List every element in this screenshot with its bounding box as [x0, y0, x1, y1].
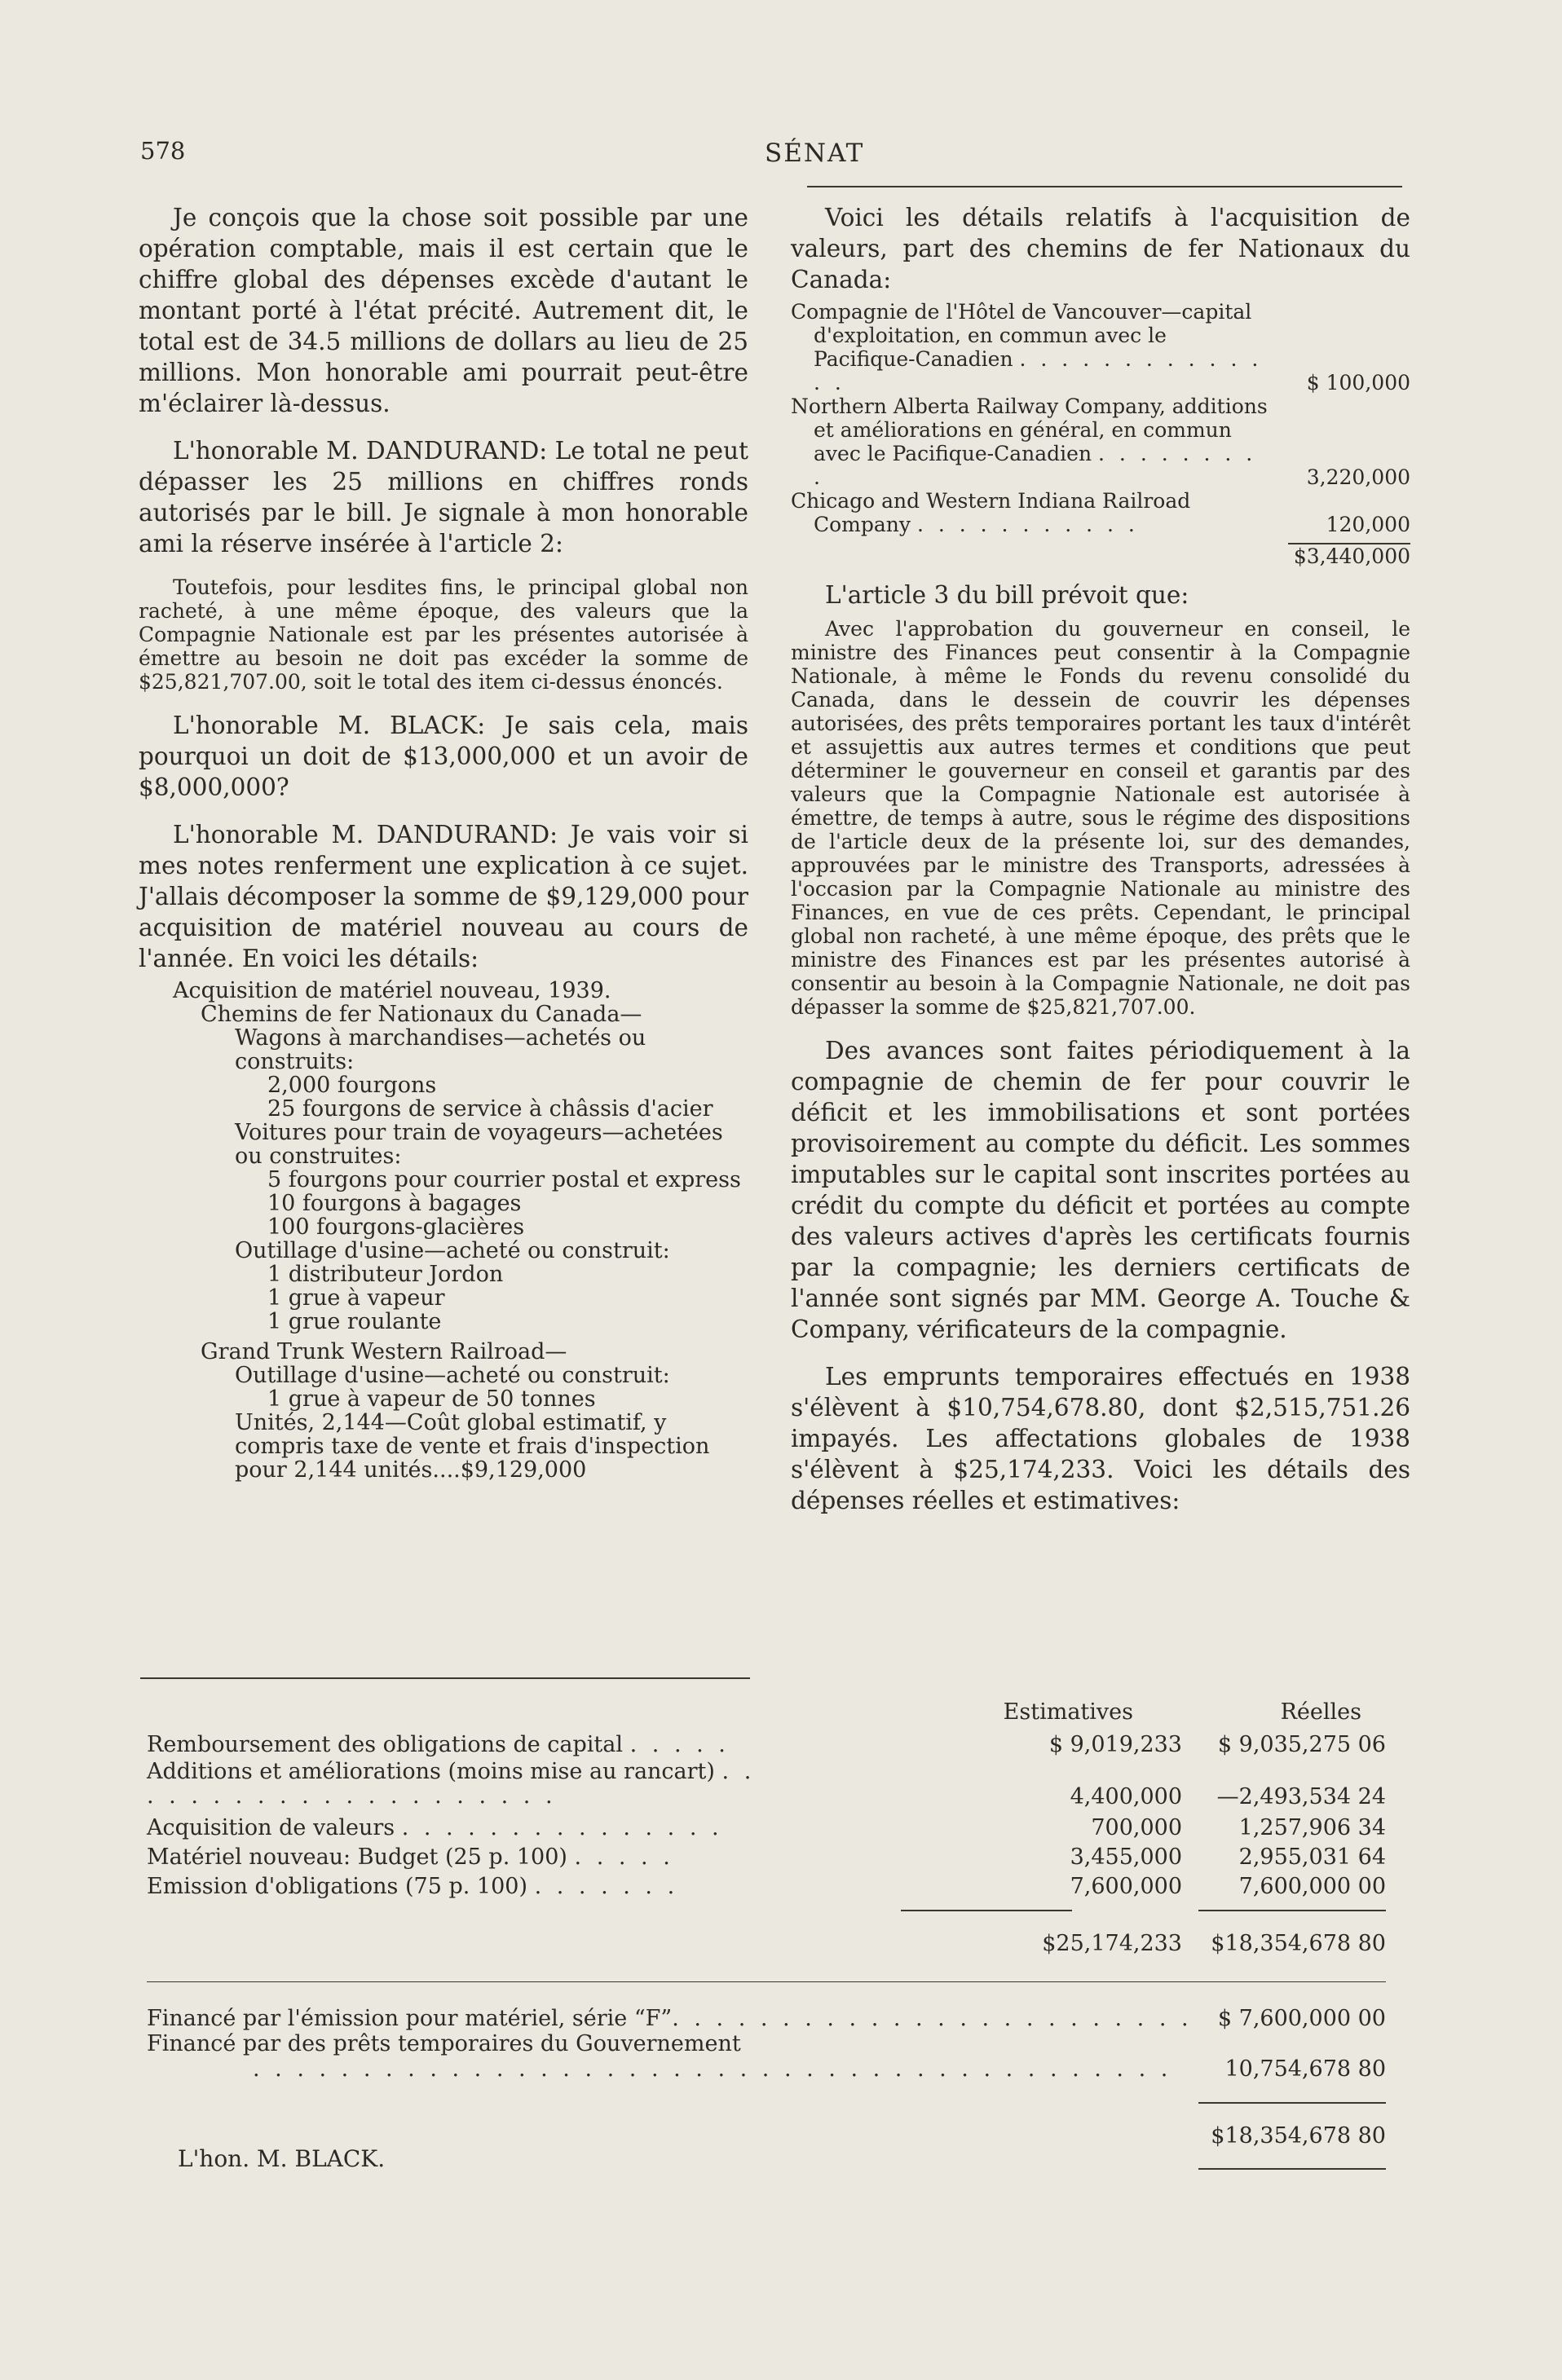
list-item: Acquisition de matériel nouveau, 1939. — [173, 978, 611, 1003]
acquisition-row — [791, 394, 1410, 489]
list-item: Chemins de fer Nationaux du Canada— — [201, 1002, 642, 1027]
acquisition-total: $3,440,000 — [1288, 543, 1410, 568]
list-item: 25 fourgons de service à châssis d'acier — [267, 1096, 713, 1122]
cell-reelles: 7,600,000 00 — [1238, 1874, 1386, 1899]
financing-label: Financé par des prêts temporaires du Gouvernement — [147, 2031, 741, 2056]
cell-reelles: 1,257,906 34 — [1238, 1815, 1386, 1840]
acquisition-name: Northern Alberta Railway Company, additions et améliorations en général, en commun avec le Pacifique-Canadien . . . . . . . . . — [791, 394, 1268, 489]
cell-reelles: $ 9,035,275 06 — [1217, 1732, 1386, 1757]
paragraph: Des avances sont faites périodiquement à la compagnie de chemin de fer pour couvrir le déficit et les immobilisations et sont portées provisoirement au compte du déficit. Les sommes imputables sur le capital sont inscrites portées au crédit du compte du déficit et portées au compte des valeurs actives d'après les certificats fournis par la compagnie; les derniers certificats de l'année sont signés par MM. George A. Touche & Company, vérificateurs de la compagnie. — [791, 1037, 1410, 1343]
quotation: Toutefois, pour lesdites fins, le principal global non racheté, à une même époque, des valeurs que la Compagnie Nationale est par les présentes autorisée à émettre au besoin ne doit pas excéder la somme de $25,821,707.00, soit le total des item ci-dessus énoncés. — [139, 575, 748, 694]
paragraph: Les emprunts temporaires effectués en 1938 s'élèvent à $10,754,678.80, dont $2,515,751.26 impayés. Les affectations globales de 1938 s'élèvent à $25,174,233. Voici les détails des dépenses réelles et estimatives: — [791, 1363, 1410, 1514]
page-number: 578 — [140, 137, 186, 165]
acquisition-amount: 120,000 — [1326, 513, 1410, 536]
paragraph: L'article 3 du bill prévoit que: — [825, 581, 1189, 609]
row-label: Acquisition de valeurs — [147, 1815, 395, 1840]
column-header-reelles: Réelles — [1280, 1699, 1361, 1725]
grand-total-underline — [1198, 2168, 1386, 2170]
signature: L'hon. M. BLACK. — [178, 2145, 386, 2172]
total-rule — [1198, 1910, 1386, 1911]
total-estimatives: $25,174,233 — [1042, 1931, 1182, 1956]
row-label: Matériel nouveau: Budget (25 p. 100) — [147, 1844, 567, 1870]
list-item: Outillage d'usine—acheté ou construit: — [235, 1238, 670, 1263]
list-item: 10 fourgons à bagages — [267, 1191, 522, 1216]
leader-dots: .... — [432, 1457, 461, 1483]
grand-total: $18,354,678 80 — [1211, 2123, 1386, 2149]
list-item-text: Unités, 2,144—Coût global estimatif, y compris taxe de vente et frais d'inspection pour 2,144 unités — [235, 1410, 710, 1483]
list-item: Outillage d'usine—acheté ou construit: — [235, 1363, 670, 1388]
list-item: 2,000 fourgons — [267, 1073, 437, 1098]
quotation: Avec l'approbation du gouverneur en conseil, le ministre des Finances peut consentir à la Compagnie Nationale, à même le Fonds du revenu consolidé du Canada, dans le dessein de couvrir les dépenses autorisées, des prêts temporaires portant les taux d'intérêt et assujettis aux autres termes et conditions que peut déterminer le gouverneur en conseil et garantis par des valeurs que la Compagnie Nationale est autorisée à émettre, de temps à autre, sous le régime des dispositions de l'article deux de la présente loi, sur des demandes, approuvées par le ministre des Transports, adressées à l'occasion par la Compagnie Nationale au ministre des Finances, en vue de ces prêts. Cependant, le principal global non racheté, à une même époque, des prêts que le ministre des Finances est par les présentes autorisé à consentir au besoin à la Compagnie Nationale, ne doit pas dépasser la somme de $25,821,707.00. — [791, 617, 1410, 1019]
cell-estimatives: $ 9,019,233 — [1048, 1732, 1182, 1757]
cell-estimatives: 7,600,000 — [1070, 1874, 1182, 1899]
list-item: Grand Trunk Western Railroad— — [201, 1339, 567, 1364]
table-rule — [147, 1981, 1386, 1982]
list-item: 100 fourgons-glacières — [267, 1214, 525, 1240]
acquisition-row — [791, 489, 1410, 536]
list-item-total — [139, 1411, 748, 1482]
list-item: Voitures pour train de voyageurs—achetées ou construites: — [235, 1120, 723, 1169]
cell-estimatives: 4,400,000 — [1070, 1784, 1182, 1809]
section-rule — [140, 1677, 750, 1679]
leader-dots: . . . . . . . . . . . . . . . . . . . . . . . . . . . . . . . . . . . . . . . . . . — [253, 2056, 1172, 2082]
acquisition-name: Compagnie de l'Hôtel de Vancouver—capital d'exploitation, en commun avec le Pacifique-Canadien . . . . . . . . . . . . . . — [791, 300, 1263, 394]
financing-amount: $ 7,600,000 00 — [1217, 2006, 1386, 2031]
list-item-amount: $9,129,000 — [460, 1457, 587, 1483]
right-column — [791, 202, 1410, 1532]
financing-amount: 10,754,678 80 — [1224, 2056, 1386, 2082]
row-label: Emission d'obligations (75 p. 100) — [147, 1874, 527, 1899]
total-rule — [901, 1910, 1072, 1911]
equipment-list — [139, 979, 748, 1482]
row-label: Additions et améliorations (moins mise au rancart) — [147, 1759, 715, 1784]
total-reelles: $18,354,678 80 — [1211, 1931, 1386, 1956]
running-head: SÉNAT — [765, 139, 865, 168]
cell-reelles: 2,955,031 64 — [1238, 1844, 1386, 1870]
financing-label: Financé par l'émission pour matériel, série “F” — [147, 2006, 673, 2031]
list-item: 5 fourgons pour courrier postal et express — [267, 1167, 741, 1192]
paragraph: L'honorable M. DANDURAND: Le total ne peut dépasser les 25 millions en chiffres ronds autorisés par le bill. Je signale à mon honorable ami la réserve insérée à l'article 2: — [139, 437, 748, 558]
list-item: 1 distributeur Jordon — [267, 1262, 504, 1287]
cell-estimatives: 700,000 — [1091, 1815, 1182, 1840]
cell-reelles: —2,493,534 24 — [1216, 1784, 1386, 1809]
acquisition-row — [791, 300, 1410, 394]
expenditure-table: Estimatives Réelles Remboursement des obligations de capital . . . . . $ 9,019,233 $ 9,035,275 06 Additions et améliorations (moins mise au rancart) . . . . . . . . . . . . . . . . . . . . . 4,400,000 —2,493,534 24 Acquisition de valeurs . . . . . . . . . . . . . . . 700,000 1,257,906 34 Matériel nouveau: Budget (25 p. 100) . . . . . 3,455,000 2,955,031 64 Emission d'obligations (75 p. 100) . . . . . . . 7,600,000 7,600,000 00 $25,174,233 $18,354,678 80 Financé par l'émission pour matériel, série “F”. . . . . . . . . . . . . . . . . . . . . . . . $ 7,600,000 00 Financé par des prêts temporaires du Gouvernement . . . . . . . . . . . . . . . . . . . . . . . . . . . . . . . . . . . . . . . . . . 10,754,678 80 $18,354,678 80 — [147, 1699, 1386, 2149]
cell-estimatives: 3,455,000 — [1070, 1844, 1182, 1870]
acquisition-name: Chicago and Western Indiana Railroad Company . . . . . . . . . . . — [791, 489, 1191, 536]
list-item: 1 grue à vapeur de 50 tonnes — [267, 1386, 596, 1412]
list-item: 1 grue roulante — [267, 1309, 442, 1334]
paragraph: Je conçois que la chose soit possible par une opération comptable, mais il est certain que le chiffre global des dépenses excède d'autant le montant porté à l'état précité. Autrement dit, le total est de 34.5 millions de dollars au lieu de 25 millions. Mon honorable ami pourrait peut-être m'éclairer là-dessus. — [139, 204, 748, 417]
acquisition-list — [791, 300, 1410, 568]
left-column — [139, 202, 748, 1482]
header-rule — [807, 186, 1402, 187]
acquisition-amount: 3,220,000 — [1306, 465, 1410, 489]
row-label: Remboursement des obligations de capital — [147, 1732, 624, 1757]
paragraph: L'honorable M. BLACK: Je sais cela, mais pourquoi un doit de $13,000,000 et un avoir de $8,000,000? — [139, 712, 748, 801]
total-rule — [1198, 2102, 1386, 2104]
list-item: 1 grue à vapeur — [267, 1285, 445, 1311]
paragraph: Voici les détails relatifs à l'acquisition de valeurs, part des chemins de fer Nationaux du Canada: — [791, 204, 1410, 293]
acquisition-amount: $ 100,000 — [1306, 371, 1410, 394]
paragraph: L'honorable M. DANDURAND: Je vais voir si mes notes renferment une explication à ce sujet. J'allais décomposer la somme de $9,129,000 pour acquisition de matériel nouveau au cours de l'année. En voici les détails: — [139, 821, 748, 972]
column-header-estimatives: Estimatives — [1003, 1699, 1133, 1725]
list-item: Wagons à marchandises—achetés ou construits: — [235, 1025, 646, 1074]
